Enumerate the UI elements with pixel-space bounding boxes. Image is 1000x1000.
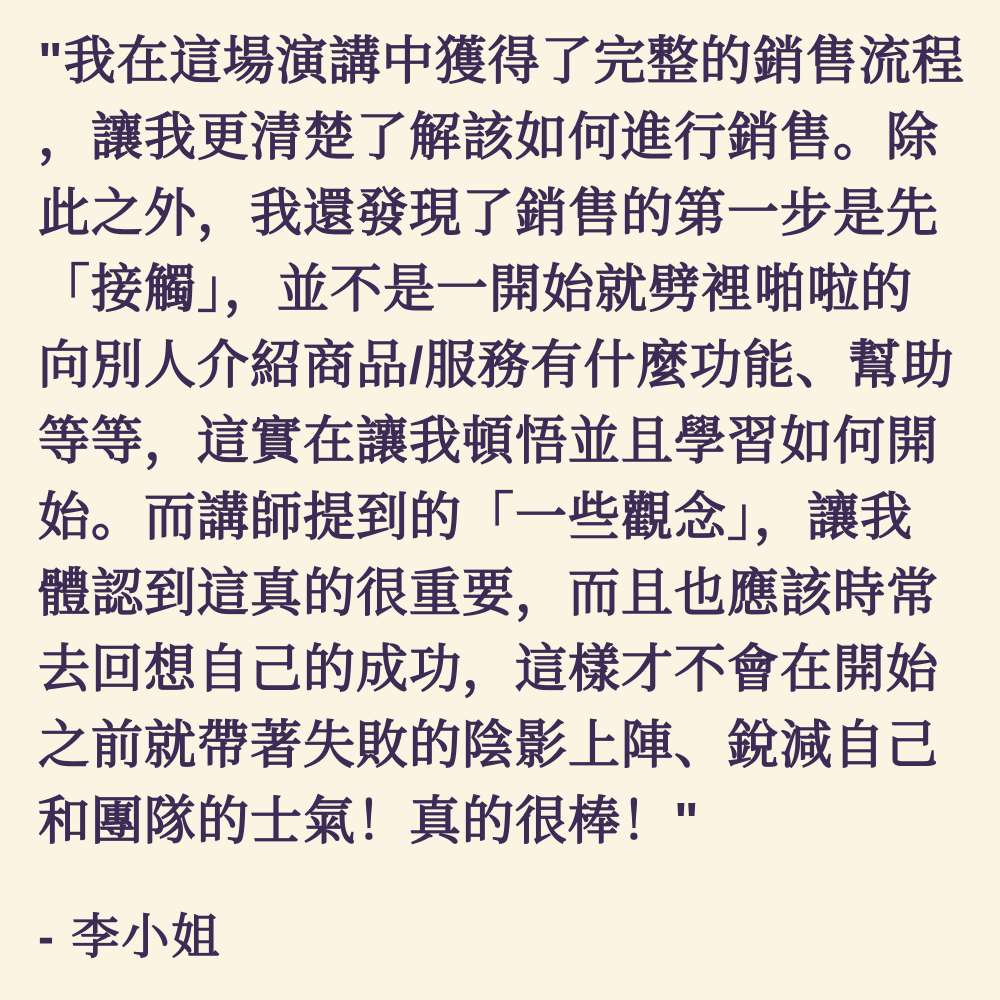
quote-line: ，讓我更清楚了解該如何進行銷售。除 [38, 109, 940, 167]
quote-line: 此之外，我還發現了銷售的第一步是先 [38, 185, 940, 243]
quote-line: "我在這場演講中獲得了完整的銷售流程 [38, 33, 965, 91]
quote-line: 始。而講師提到的「一些觀念」，讓我 [38, 489, 914, 547]
quote-line: 體認到這真的很重要，而且也應該時常 [38, 565, 940, 623]
quote-line: 之前就帶著失敗的陰影上陣、銳減自己 [38, 717, 940, 775]
quote-line: 和團隊的士氣！真的很棒！" [38, 793, 700, 851]
attribution: - 李小姐 [38, 911, 222, 964]
testimonial-quote [38, 24, 964, 860]
quote-line: 去回想自己的成功，這樣才不會在開始 [38, 641, 940, 699]
quote-line: 「接觸」，並不是一開始就劈裡啪啦的 [38, 261, 914, 319]
quote-line: 等等，這實在讓我頓悟並且學習如何開 [38, 413, 940, 471]
quote-line: 向別人介紹商品/服務有什麼功能、幫助 [38, 337, 955, 395]
